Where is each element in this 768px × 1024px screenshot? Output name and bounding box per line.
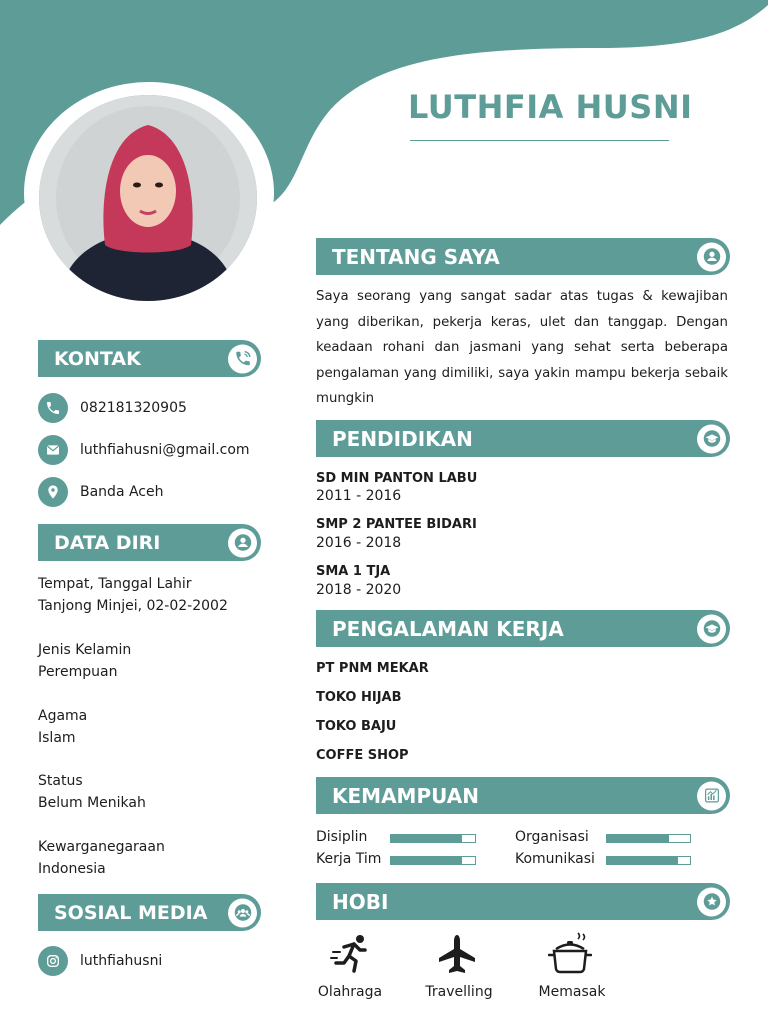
phone-icon <box>38 393 68 423</box>
user-icon <box>228 528 257 557</box>
skill-bar-kerja-tim <box>390 856 476 865</box>
data-diri-religion-label: Agama <box>38 708 88 724</box>
skill-fill-komunikasi <box>607 857 678 864</box>
data-diri-gender <box>38 639 131 683</box>
experience-item-4: COFFE SHOP <box>316 748 409 763</box>
running-icon <box>330 932 374 976</box>
section-heading-tentang-saya <box>316 238 730 275</box>
graduation-cap-icon <box>697 424 726 453</box>
experience-item-3: TOKO BAJU <box>316 719 397 734</box>
skill-bar-disiplin <box>390 834 476 843</box>
social-instagram <box>38 946 162 976</box>
contact-phone-text: 082181320905 <box>80 400 187 416</box>
section-heading-tentang-saya-label: TENTANG SAYA <box>332 244 500 269</box>
education-school-2: SMP 2 PANTEE BIDARI <box>316 517 477 532</box>
social-instagram-text: luthfiahusni <box>80 953 163 969</box>
section-heading-pendidikan-label: PENDIDIKAN <box>332 426 473 451</box>
airplane-icon <box>435 932 479 976</box>
experience-item-1: PT PNM MEKAR <box>316 661 429 676</box>
contact-location-text: Banda Aceh <box>80 484 164 500</box>
education-years-2: 2016 - 2018 <box>316 535 402 551</box>
user-icon <box>697 242 726 271</box>
data-diri-citizenship-value: Indonesia <box>38 861 106 877</box>
email-icon <box>38 435 68 465</box>
section-heading-data-diri-label: DATA DIRI <box>54 531 161 554</box>
location-icon <box>38 477 68 507</box>
section-heading-pengalaman-kerja <box>316 610 730 647</box>
about-text: Saya seorang yang sangat sadar atas tugas & kewajiban yang diberikan, pekerja keras, ulet dan tanggap. Dengan keadaan rohani dan jasmani yang sehat serta beberapa pengalaman yang dimiliki, saya yakin mampu bekerja sebaik mungkin <box>316 289 728 406</box>
data-diri-religion <box>38 705 87 749</box>
section-heading-hobi-label: HOBI <box>332 889 389 914</box>
education-years-1: 2011 - 2016 <box>316 488 402 504</box>
section-heading-hobi <box>316 883 730 920</box>
data-diri-religion-value: Islam <box>38 730 76 746</box>
data-diri-citizenship <box>38 836 165 880</box>
chart-icon <box>697 781 726 810</box>
profile-photo <box>39 95 257 301</box>
hobby-label-olahraga: Olahraga <box>317 984 383 1000</box>
skill-label-kerja-tim: Kerja Tim <box>316 851 382 867</box>
data-diri-citizenship-label: Kewarganegaraan <box>38 839 165 855</box>
data-diri-status-label: Status <box>38 773 83 789</box>
section-heading-data-diri <box>38 524 261 561</box>
experience-item-2: TOKO HIJAB <box>316 690 402 705</box>
section-heading-kontak <box>38 340 261 377</box>
group-icon <box>228 898 257 927</box>
hobby-label-travelling: Travelling <box>425 984 493 1000</box>
section-heading-sosial-media-label: SOSIAL MEDIA <box>54 901 208 924</box>
skill-fill-disiplin <box>391 835 462 842</box>
education-school-1: SD MIN PANTON LABU <box>316 471 478 486</box>
star-icon <box>697 887 726 916</box>
contact-phone <box>38 393 187 423</box>
phone-icon <box>228 344 257 373</box>
name-underline <box>410 140 669 141</box>
contact-location <box>38 477 164 507</box>
data-diri-birth-label: Tempat, Tanggal Lahir <box>38 576 192 592</box>
contact-email-text: luthfiahusni@gmail.com <box>80 442 250 458</box>
section-heading-kemampuan <box>316 777 730 814</box>
skill-fill-organisasi <box>607 835 669 842</box>
hobby-label-memasak: Memasak <box>538 984 606 1000</box>
data-diri-status-value: Belum Menikah <box>38 795 146 811</box>
data-diri-gender-value: Perempuan <box>38 664 118 680</box>
skill-label-komunikasi: Komunikasi <box>515 851 595 867</box>
skill-bar-komunikasi <box>606 856 691 865</box>
instagram-icon <box>38 946 68 976</box>
education-years-3: 2018 - 2020 <box>316 582 402 598</box>
graduation-cap-icon <box>697 614 726 643</box>
candidate-name: LUTHFIA HUSNI <box>408 88 693 126</box>
skill-bar-organisasi <box>606 834 691 843</box>
skill-label-disiplin: Disiplin <box>316 829 368 845</box>
data-diri-birth-value: Tanjong Minjei, 02-02-2002 <box>38 598 228 614</box>
section-heading-pendidikan <box>316 420 730 457</box>
cooking-pot-icon <box>548 932 592 976</box>
education-school-3: SMA 1 TJA <box>316 564 391 579</box>
contact-email <box>38 435 250 465</box>
skill-label-organisasi: Organisasi <box>515 829 589 845</box>
data-diri-birth <box>38 573 228 617</box>
section-heading-kemampuan-label: KEMAMPUAN <box>332 783 479 808</box>
data-diri-status <box>38 770 146 814</box>
section-heading-kontak-label: KONTAK <box>54 347 141 370</box>
skill-fill-kerja-tim <box>391 857 462 864</box>
data-diri-gender-label: Jenis Kelamin <box>38 642 132 658</box>
section-heading-sosial-media <box>38 894 261 931</box>
section-heading-pengalaman-kerja-label: PENGALAMAN KERJA <box>332 616 564 641</box>
